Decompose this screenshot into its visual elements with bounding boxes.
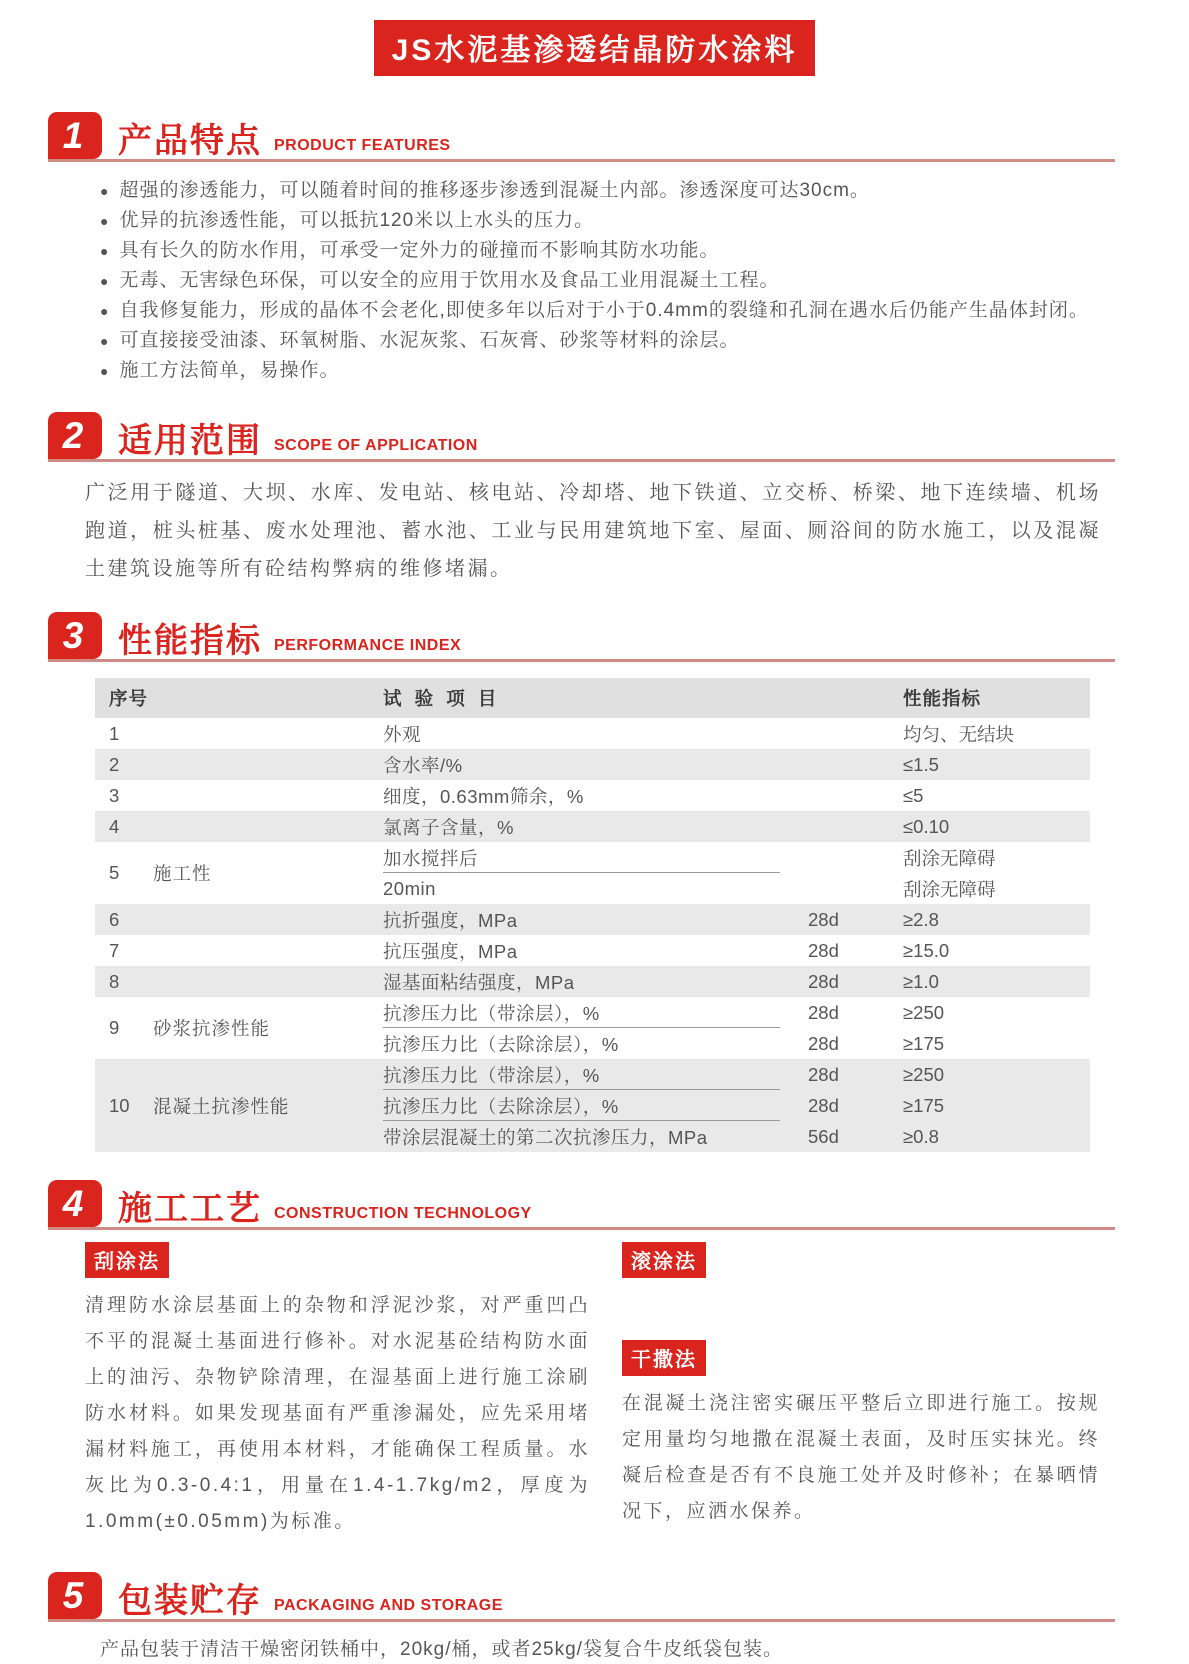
feature-item	[100, 326, 1129, 356]
cell-index: ≥250	[903, 1001, 945, 1023]
cell-index: ≤1.5	[903, 753, 939, 775]
performance-table	[95, 678, 1090, 1152]
cell-index: ≥175	[903, 1032, 945, 1054]
table-subrow	[383, 873, 1090, 904]
row-category	[153, 780, 383, 811]
table-row	[95, 935, 1090, 966]
row-subitems	[383, 780, 1090, 811]
table-row	[95, 780, 1090, 811]
cell-test-item: 含水率/%	[383, 754, 463, 776]
row-category	[153, 718, 383, 749]
row-category	[153, 811, 383, 842]
performance-table-body	[95, 718, 1090, 1152]
cell-test-item: 氯离子含量，%	[383, 816, 514, 838]
section-title: 产品特点	[118, 122, 262, 160]
section-subtitle: PRODUCT FEATURES	[274, 137, 451, 154]
table-subrow	[383, 749, 1090, 780]
table-subrow	[383, 842, 1090, 873]
feature-item	[100, 356, 1129, 386]
cell-age: 28d	[808, 1063, 839, 1085]
row-number: 5	[109, 862, 120, 883]
feature-item	[100, 266, 1129, 296]
section-header-performance	[48, 610, 1115, 662]
cell-test-item: 抗渗压力比（带涂层），%	[383, 1059, 808, 1090]
row-category: 砂浆抗渗性能	[153, 1018, 271, 1039]
scope-paragraph: 广泛用于隧道、大坝、水库、发电站、核电站、冷却塔、地下铁道、立交桥、桥梁、地下连续墙、机场跑道，桩头桩基、废水处理池、蓄水池、工业与民用建筑地下室、屋面、厕浴间的防水施工，以及混凝土建筑设施等所有砼结构弊病的维修堵漏。	[85, 482, 1101, 580]
cell-index: 刮涂无障碍	[903, 878, 996, 900]
section-title: 性能指标	[118, 622, 262, 660]
section-title: 适用范围	[118, 422, 262, 460]
product-title: JS水泥基渗透结晶防水涂料	[374, 20, 816, 76]
section-subtitle: SCOPE OF APPLICATION	[274, 437, 478, 454]
table-row	[95, 966, 1090, 997]
feature-text: 可直接接受油漆、环氧树脂、水泥灰浆、石灰膏、砂浆等材料的涂层。	[119, 330, 740, 351]
table-subrow	[383, 718, 1090, 749]
header-no: 序号	[109, 688, 149, 709]
cell-test-item: 抗渗压力比（去除涂层），%	[383, 1033, 619, 1055]
cell-age: 28d	[808, 970, 839, 992]
performance-table-header	[95, 678, 1090, 718]
cell-test-item: 抗渗压力比（去除涂层），%	[383, 1090, 808, 1121]
cell-index: ≥15.0	[903, 939, 950, 961]
feature-item	[100, 236, 1129, 266]
cell-test-item: 20min	[383, 877, 436, 899]
row-subitems	[383, 904, 1090, 935]
bullet-icon: ●	[100, 183, 110, 199]
cell-test-item: 细度，0.63mm筛余，%	[383, 785, 584, 807]
table-row	[95, 811, 1090, 842]
section-number: 2	[48, 412, 102, 459]
table-subrow	[383, 966, 1090, 997]
section-header-features	[48, 110, 1115, 162]
row-category: 混凝土抗渗性能	[153, 1095, 290, 1117]
row-subitems	[383, 749, 1090, 780]
cell-age: 28d	[808, 939, 839, 961]
cell-age: 28d	[808, 908, 839, 930]
feature-text: 自我修复能力，形成的晶体不会老化,即使多年以后对于小于0.4mm的裂缝和孔洞在遇水后仍能产生晶体封闭。	[119, 300, 1089, 321]
cell-test-item: 外观	[383, 723, 422, 745]
packaging-paragraph: 产品包装于清洁干燥密闭铁桶中，20kg/桶，或者25kg/袋复合牛皮纸袋包装。	[100, 1639, 783, 1660]
row-subitems	[383, 997, 1090, 1059]
table-subrow	[383, 935, 1090, 966]
bullet-icon: ●	[100, 303, 110, 319]
method-badge-roll: 滚涂法	[622, 1242, 706, 1278]
section-number: 4	[48, 1180, 102, 1227]
row-number: 6	[109, 908, 120, 930]
cell-age: 28d	[808, 1032, 839, 1054]
row-number: 1	[109, 722, 120, 744]
cell-test-item: 带涂层混凝土的第二次抗渗压力，MPa	[383, 1126, 708, 1148]
cell-index: ≥1.0	[903, 970, 939, 992]
row-category	[153, 904, 383, 935]
cell-index: ≥0.8	[903, 1125, 939, 1147]
cell-age: 28d	[808, 1094, 839, 1116]
table-row	[95, 997, 1090, 1059]
bullet-icon: ●	[100, 363, 110, 379]
features-list	[100, 176, 1129, 386]
row-subitems	[383, 842, 1090, 904]
row-subitems	[383, 811, 1090, 842]
method-badge-dry-sprinkle: 干撒法	[622, 1340, 706, 1376]
cell-age: 56d	[808, 1125, 839, 1147]
row-subitems	[383, 718, 1090, 749]
table-row	[95, 718, 1090, 749]
table-subrow	[383, 1090, 1090, 1121]
bullet-icon: ●	[100, 333, 110, 349]
section-subtitle: PACKAGING AND STORAGE	[274, 1597, 503, 1614]
row-number: 9	[109, 1017, 120, 1038]
bullet-icon: ●	[100, 273, 110, 289]
table-row	[95, 842, 1090, 904]
cell-test-item: 加水搅拌后	[383, 842, 808, 873]
table-subrow	[383, 1028, 1090, 1059]
row-category: 施工性	[153, 863, 212, 884]
table-subrow	[383, 780, 1090, 811]
method-text-dry-sprinkle: 在混凝土浇注密实碾压平整后立即进行施工。按规定用量均匀地撒在混凝土表面，及时压实抹光。终凝后检查是否有不良施工处并及时修补；在暴晒情况下，应洒水保养。	[622, 1393, 1100, 1522]
construction-methods	[85, 1242, 1100, 1540]
feature-item	[100, 296, 1129, 326]
section-title: 施工工艺	[118, 1190, 262, 1228]
section-number: 5	[48, 1572, 102, 1619]
cell-test-item: 湿基面粘结强度，MPa	[383, 971, 575, 993]
cell-test-item: 抗渗压力比（带涂层），%	[383, 997, 808, 1028]
cell-index: ≤0.10	[903, 815, 950, 837]
row-subitems	[383, 1059, 1090, 1152]
cell-index: ≤5	[903, 784, 924, 806]
cell-test-item: 抗压强度，MPa	[383, 940, 518, 962]
method-roll-and-dry	[622, 1242, 1100, 1540]
method-scrape-coating	[85, 1242, 590, 1540]
table-subrow	[383, 1059, 1090, 1090]
row-number: 8	[109, 970, 120, 992]
header-test-item: 试 验 项 目	[383, 688, 501, 709]
cell-test-item: 抗折强度，MPa	[383, 909, 518, 931]
cell-index: 均匀、无结块	[903, 723, 1015, 745]
product-datasheet	[0, 20, 1189, 1660]
row-number: 3	[109, 784, 120, 806]
row-number: 10	[109, 1094, 130, 1116]
feature-item	[100, 206, 1129, 236]
cell-index: 刮涂无障碍	[903, 847, 996, 869]
row-category	[153, 935, 383, 966]
cell-index: ≥175	[903, 1094, 945, 1116]
row-number: 2	[109, 753, 120, 775]
cell-age: 28d	[808, 1001, 839, 1023]
table-subrow	[383, 997, 1090, 1028]
section-subtitle: CONSTRUCTION TECHNOLOGY	[274, 1205, 532, 1222]
table-row	[95, 1059, 1090, 1152]
row-category	[153, 749, 383, 780]
cell-index: ≥250	[903, 1063, 945, 1085]
row-number: 7	[109, 939, 120, 961]
feature-item	[100, 176, 1129, 206]
feature-text: 超强的渗透能力，可以随着时间的推移逐步渗透到混凝土内部。渗透深度可达30cm。	[119, 180, 870, 201]
feature-text: 无毒、无害绿色环保，可以安全的应用于饮用水及食品工业用混凝土工程。	[119, 270, 780, 291]
row-category	[153, 966, 383, 997]
header-index: 性能指标	[903, 688, 982, 709]
bullet-icon: ●	[100, 213, 110, 229]
method-text-scrape: 清理防水涂层基面上的杂物和浮泥沙浆，对严重凹凸不平的混凝土基面进行修补。对水泥基砼结构防水面上的油污、杂物铲除清理，在湿基面上进行施工涂刷防水材料。如果发现基面有严重渗漏处，应先采用堵漏材料施工，再使用本材料，才能确保工程质量。水灰比为0.3-0.4:1，用量在1.4-1.7kg/m2，厚度为1.0mm(±0.05mm)为标准。	[85, 1295, 590, 1532]
row-number: 4	[109, 815, 120, 837]
cell-index: ≥2.8	[903, 908, 939, 930]
section-header-packaging	[48, 1570, 1115, 1622]
section-number: 1	[48, 112, 102, 159]
section-header-scope	[48, 410, 1115, 462]
table-row	[95, 904, 1090, 935]
method-badge-scrape: 刮涂法	[85, 1242, 169, 1278]
section-header-construction	[48, 1178, 1115, 1230]
bullet-icon: ●	[100, 243, 110, 259]
feature-text: 施工方法简单，易操作。	[119, 360, 340, 381]
row-subitems	[383, 935, 1090, 966]
section-subtitle: PERFORMANCE INDEX	[274, 637, 462, 654]
row-subitems	[383, 966, 1090, 997]
feature-text: 优异的抗渗透性能，可以抵抗120米以上水头的压力。	[119, 210, 595, 231]
table-row	[95, 749, 1090, 780]
feature-text: 具有长久的防水作用，可承受一定外力的碰撞而不影响其防水功能。	[119, 240, 720, 261]
table-subrow	[383, 811, 1090, 842]
method-roll-spacer	[622, 1278, 1100, 1340]
table-subrow	[383, 1121, 1090, 1152]
section-number: 3	[48, 612, 102, 659]
table-subrow	[383, 904, 1090, 935]
section-title: 包装贮存	[118, 1582, 262, 1620]
